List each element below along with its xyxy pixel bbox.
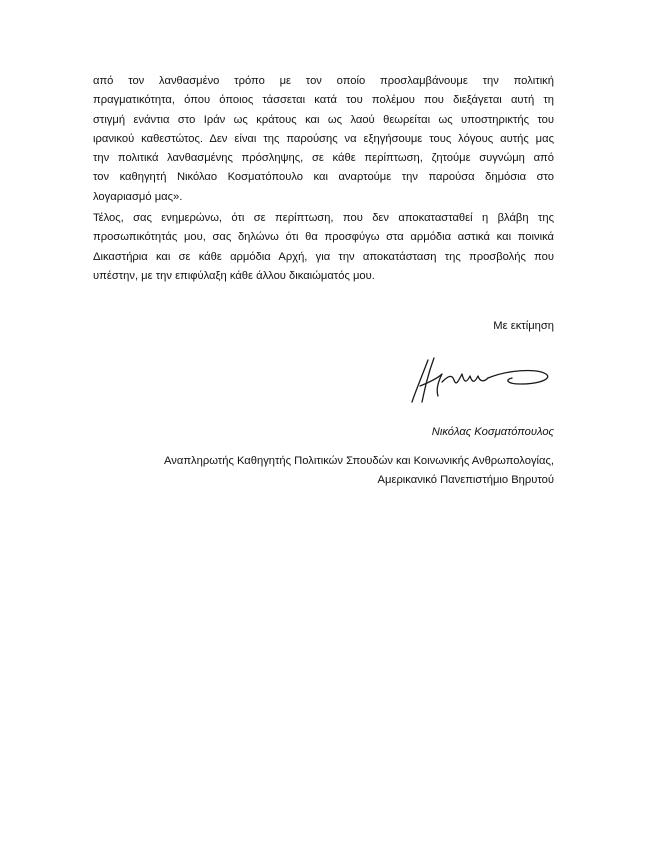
text-line: Τέλος, σας ενημερώνω, ότι σε περίπτωση, που δεν αποκατασταθεί η βλάβη της: [93, 212, 554, 224]
signer-name: Νικόλας Κοσματόπουλος: [431, 426, 554, 438]
text-line: στιγμή ενάντια στο Ιράν ως κράτους και ως λαού θεωρείται ως υποστηρικτής του: [93, 113, 554, 126]
text-line: τον καθηγητή Νικόλαο Κοσματόπουλο και αναρτούμε την παρούσα δημόσια στο: [93, 171, 554, 184]
text-line: υπέστην, με την επιφύλαξη κάθε άλλου δικαιώματός μου.: [93, 269, 375, 282]
text-line: την πολιτικά λανθασμένης πρόσληψης, σε κάθε περίπτωση, ζητούμε συγνώμη από: [93, 152, 554, 165]
text-line: από τον λανθασμένο τρόπο με τον οποίο προσλαμβάνουμε την πολιτική: [93, 75, 554, 87]
text-line: Δικαστήρια και σε κάθε αρμόδια Αρχή, για την αποκατάσταση της προσβολής που: [93, 250, 554, 263]
text-line: προσωπικότητάς μου, σας δηλώνω ότι θα προσφύγω στα αρμόδια αστικά και ποινικά: [93, 231, 554, 244]
signer-title: [164, 452, 554, 490]
paragraph-legal-notice: [93, 209, 554, 286]
paragraph-apology: [93, 72, 554, 207]
signer-title-line: Αμερικανικό Πανεπιστήμιο Βηρυτού: [377, 474, 554, 486]
closing-salutation: Με εκτίμηση: [493, 320, 554, 332]
handwritten-signature: [408, 352, 558, 410]
signer-title-line: Αναπληρωτής Καθηγητής Πολιτικών Σπουδών και Κοινωνικής Ανθρωπολογίας,: [164, 455, 554, 467]
text-line: λογαριασμό μας».: [93, 190, 183, 203]
text-line: ιρανικού καθεστώτος. Δεν είναι της παρούσης να εξηγήσουμε τους λόγους αυτής μας: [93, 132, 554, 145]
text-line: πραγματικότητα, όπου όποιος τάσσεται κατά του πολέμου που διεξάγεται αυτή τη: [93, 94, 554, 107]
